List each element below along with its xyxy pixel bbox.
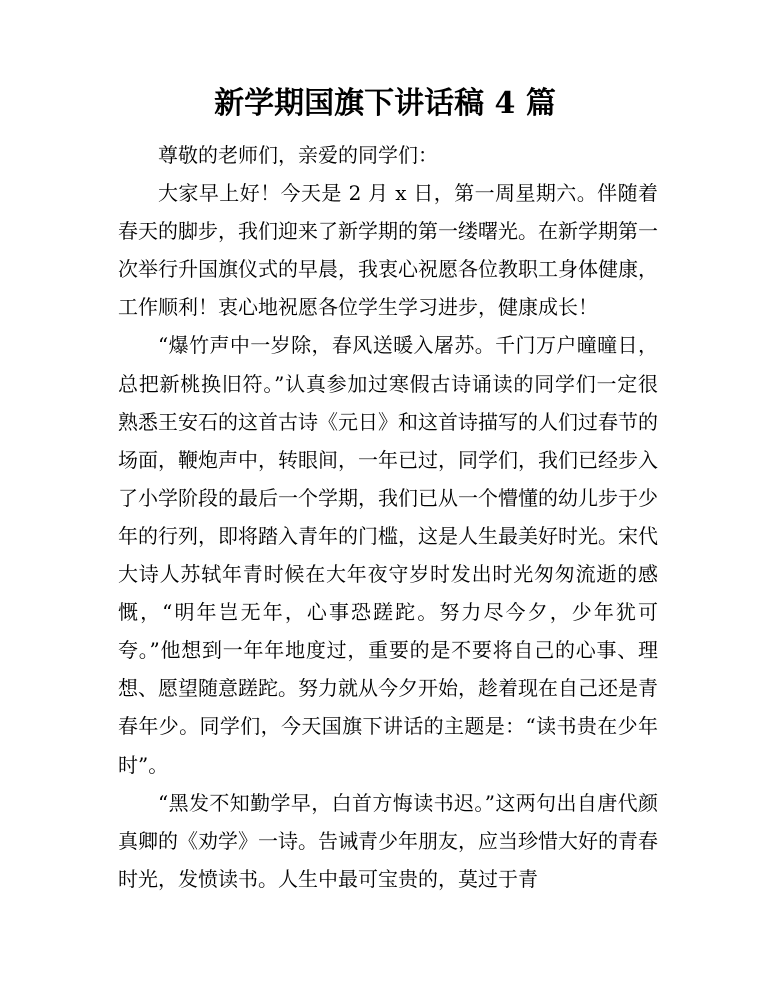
poem-paragraph: “爆竹声中一岁除，春风送暖入屠苏。千门万户曈曈日，总把新桃换旧符。”认真参加过寒假古诗诵读的同学们一定很熟悉王安石的这首古诗《元日》和这首诗描写的人们过春节的场面，鞭炮声中，转眼间，一年已过，同学们，我们已经步入了小学阶段的最后一个学期，我们已从一个懵懂的幼儿步于少年的行列，即将踏入青年的门槛，这是人生最美好时光。宋代大诗人苏轼年青时候在大年夜守岁时发出时光匆匆流逝的感慨，“明年岂无年，心事恐蹉跎。努力尽今夕，少年犹可夸。”他想到一年年地度过，重要的是不要将自己的心事、理想、愿望随意蹉跎。努力就从今夕开始，趁着现在自己还是青春年少。同学们，今天国旗下讲话的主题是：“读书贵在少年时”。 (118, 333, 658, 777)
document-title: 新学期国旗下讲话稿 4 篇 (214, 86, 556, 121)
greeting-paragraph: 大家早上好！今天是 2 月 x 日，第一周星期六。伴随着春天的脚步，我们迎来了新学期的第一缕曙光。在新学期第一次举行升国旗仪式的早晨，我衷心祝愿各位教职工身体健康，工作顺利！衷心地祝愿各位学生学习进步，健康成长！ (118, 181, 658, 320)
document-body (118, 136, 658, 898)
salutation-paragraph: 尊敬的老师们，亲爱的同学们： (158, 143, 438, 167)
quote-paragraph: “黑发不知勤学早，白首方悔读书迟。”这两句出自唐代颜真卿的《劝学》一诗。告诫青少年朋友，应当珍惜大好的青春时光，发愤读书。人生中最可宝贵的，莫过于青 (118, 790, 658, 891)
